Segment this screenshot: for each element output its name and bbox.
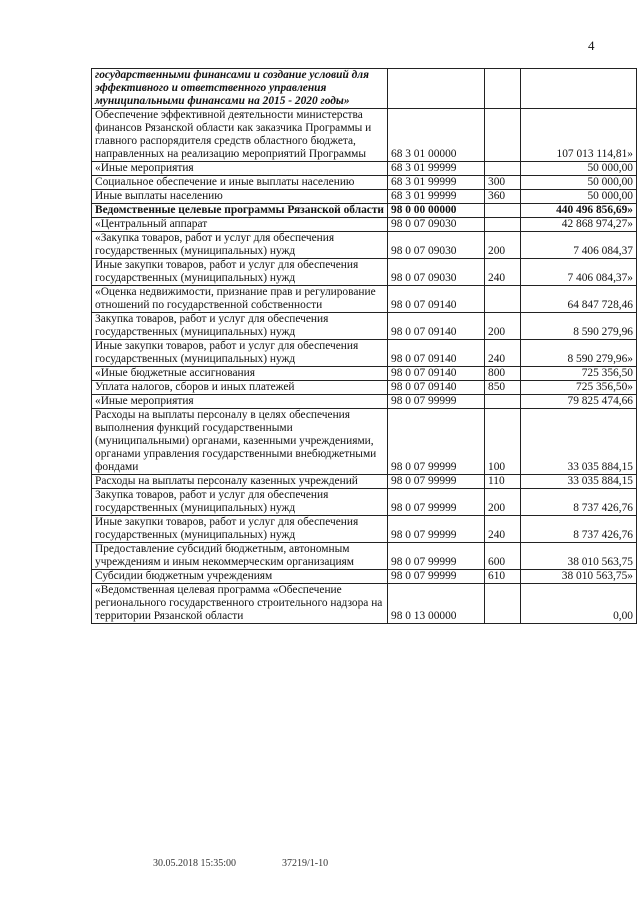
table-row — [92, 516, 637, 543]
row-type-cell: 200 — [485, 489, 521, 516]
row-code-cell: 98 0 07 99999 — [388, 570, 485, 584]
row-code-cell: 98 0 07 09140 — [388, 340, 485, 367]
row-type-cell: 360 — [485, 190, 521, 204]
table-row — [92, 570, 637, 584]
row-type-cell — [485, 109, 521, 162]
row-name-cell: Расходы на выплаты персоналу в целях обеспечения выполнения функций государственными (муниципальными) органами, казенными учреждениями, органами управления государственными внебюджетными фондами — [92, 409, 388, 475]
row-name-cell: «Закупка товаров, работ и услуг для обеспечения государственных (муниципальных) нужд — [92, 232, 388, 259]
row-name-cell: Закупка товаров, работ и услуг для обеспечения государственных (муниципальных) нужд — [92, 313, 388, 340]
table-row — [92, 204, 637, 218]
row-type-cell: 300 — [485, 176, 521, 190]
row-code-cell: 98 0 07 99999 — [388, 516, 485, 543]
row-code-cell: 98 0 07 09140 — [388, 313, 485, 340]
row-code-cell: 98 0 00 00000 — [388, 204, 485, 218]
row-code-cell: 68 3 01 99999 — [388, 190, 485, 204]
row-name-cell: Социальное обеспечение и иные выплаты населению — [92, 176, 388, 190]
row-code-cell: 98 0 07 09140 — [388, 367, 485, 381]
table-row — [92, 162, 637, 176]
row-type-cell — [485, 204, 521, 218]
row-type-cell — [485, 69, 521, 109]
table-row — [92, 395, 637, 409]
row-name-cell: «Иные мероприятия — [92, 162, 388, 176]
row-code-cell — [388, 69, 485, 109]
row-sum-cell: 42 868 974,27» — [521, 218, 637, 232]
row-name-cell: Субсидии бюджетным учреждениям — [92, 570, 388, 584]
row-name-cell: «Оценка недвижимости, признание прав и регулирование отношений по государственной собственности — [92, 286, 388, 313]
row-type-cell: 800 — [485, 367, 521, 381]
table-row — [92, 218, 637, 232]
table-row — [92, 409, 637, 475]
row-sum-cell: 8 737 426,76 — [521, 516, 637, 543]
row-code-cell: 68 3 01 99999 — [388, 176, 485, 190]
budget-table-body — [92, 69, 637, 624]
row-code-cell: 68 3 01 00000 — [388, 109, 485, 162]
table-row — [92, 232, 637, 259]
row-sum-cell: 107 013 114,81» — [521, 109, 637, 162]
table-row — [92, 259, 637, 286]
row-type-cell — [485, 218, 521, 232]
row-name-cell: Расходы на выплаты персоналу казенных учреждений — [92, 475, 388, 489]
row-type-cell: 110 — [485, 475, 521, 489]
row-name-cell: Иные закупки товаров, работ и услуг для обеспечения государственных (муниципальных) нужд — [92, 516, 388, 543]
table-row — [92, 340, 637, 367]
row-type-cell: 610 — [485, 570, 521, 584]
row-name-cell: Иные выплаты населению — [92, 190, 388, 204]
row-sum-cell: 33 035 884,15 — [521, 475, 637, 489]
row-type-cell: 200 — [485, 313, 521, 340]
row-sum-cell: 725 356,50» — [521, 381, 637, 395]
table-row — [92, 475, 637, 489]
table-row — [92, 286, 637, 313]
row-code-cell: 98 0 13 00000 — [388, 584, 485, 624]
row-sum-cell: 0,00 — [521, 584, 637, 624]
table-row — [92, 381, 637, 395]
row-type-cell: 850 — [485, 381, 521, 395]
row-type-cell — [485, 162, 521, 176]
row-code-cell: 68 3 01 99999 — [388, 162, 485, 176]
budget-table — [91, 68, 637, 624]
row-name-cell: государственными финансами и создание условий для эффективного и ответственного управления муниципальными финансами на 2015 - 2020 годы» — [92, 69, 388, 109]
row-type-cell: 100 — [485, 409, 521, 475]
row-sum-cell: 38 010 563,75» — [521, 570, 637, 584]
table-row — [92, 367, 637, 381]
row-code-cell: 98 0 07 09140 — [388, 381, 485, 395]
table-row — [92, 190, 637, 204]
row-sum-cell: 725 356,50 — [521, 367, 637, 381]
page-number: 4 — [588, 38, 595, 53]
row-sum-cell — [521, 69, 637, 109]
table-row — [92, 109, 637, 162]
row-sum-cell: 50 000,00 — [521, 176, 637, 190]
footer-datetime: 30.05.2018 15:35:00 — [153, 858, 237, 869]
row-type-cell — [485, 395, 521, 409]
table-row — [92, 69, 637, 109]
row-code-cell: 98 0 07 09030 — [388, 232, 485, 259]
row-name-cell: «Центральный аппарат — [92, 218, 388, 232]
row-code-cell: 98 0 07 99999 — [388, 395, 485, 409]
row-name-cell: «Иные бюджетные ассигнования — [92, 367, 388, 381]
table-row — [92, 489, 637, 516]
row-name-cell: Иные закупки товаров, работ и услуг для обеспечения государственных (муниципальных) нужд — [92, 340, 388, 367]
row-name-cell: Ведомственные целевые программы Рязанской области — [92, 204, 388, 218]
row-name-cell: «Ведомственная целевая программа «Обеспечение регионального государственного строительного надзора на территории Рязанской области — [92, 584, 388, 624]
row-code-cell: 98 0 07 99999 — [388, 475, 485, 489]
row-sum-cell: 33 035 884,15 — [521, 409, 637, 475]
row-sum-cell: 38 010 563,75 — [521, 543, 637, 570]
row-name-cell: Закупка товаров, работ и услуг для обеспечения государственных (муниципальных) нужд — [92, 489, 388, 516]
row-code-cell: 98 0 07 09030 — [388, 218, 485, 232]
row-sum-cell: 8 737 426,76 — [521, 489, 637, 516]
table-row — [92, 584, 637, 624]
row-sum-cell: 64 847 728,46 — [521, 286, 637, 313]
row-sum-cell: 79 825 474,66 — [521, 395, 637, 409]
table-row — [92, 313, 637, 340]
row-sum-cell: 8 590 279,96 — [521, 313, 637, 340]
row-code-cell: 98 0 07 09140 — [388, 286, 485, 313]
table-row — [92, 543, 637, 570]
row-sum-cell: 50 000,00 — [521, 190, 637, 204]
row-name-cell: Предоставление субсидий бюджетным, автономным учреждениям и иным некоммерческим организациям — [92, 543, 388, 570]
row-sum-cell: 7 406 084,37» — [521, 259, 637, 286]
row-name-cell: Иные закупки товаров, работ и услуг для обеспечения государственных (муниципальных) нужд — [92, 259, 388, 286]
row-name-cell: Уплата налогов, сборов и иных платежей — [92, 381, 388, 395]
row-code-cell: 98 0 07 99999 — [388, 543, 485, 570]
footer-doc-id: 37219/1-10 — [282, 858, 329, 869]
row-sum-cell: 7 406 084,37 — [521, 232, 637, 259]
row-type-cell: 240 — [485, 340, 521, 367]
row-type-cell: 200 — [485, 232, 521, 259]
row-name-cell: «Иные мероприятия — [92, 395, 388, 409]
row-type-cell: 600 — [485, 543, 521, 570]
row-code-cell: 98 0 07 99999 — [388, 409, 485, 475]
row-sum-cell: 8 590 279,96» — [521, 340, 637, 367]
row-type-cell — [485, 584, 521, 624]
row-type-cell: 240 — [485, 516, 521, 543]
row-type-cell: 240 — [485, 259, 521, 286]
row-sum-cell: 440 496 856,69» — [521, 204, 637, 218]
row-code-cell: 98 0 07 99999 — [388, 489, 485, 516]
row-type-cell — [485, 286, 521, 313]
row-name-cell: Обеспечение эффективной деятельности министерства финансов Рязанской области как заказчика Программы и главного распорядителя средств областного бюджета, направленных на реализацию мероприятий Программы — [92, 109, 388, 162]
row-sum-cell: 50 000,00 — [521, 162, 637, 176]
table-row — [92, 176, 637, 190]
row-code-cell: 98 0 07 09030 — [388, 259, 485, 286]
